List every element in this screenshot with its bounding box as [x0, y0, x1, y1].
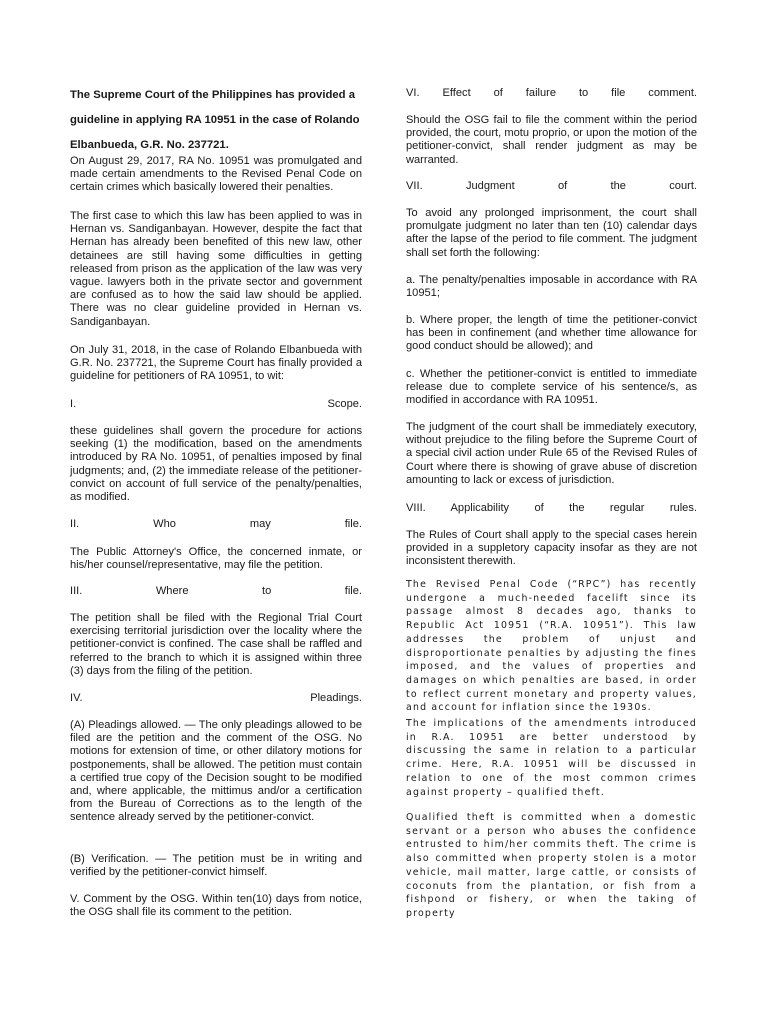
paragraph-verification: (B) Verification. — The petition must be in writing and verified by the petitioner-convict himself.	[70, 853, 362, 879]
paragraph-who-may-file: The Public Attorney's Office, the concerned inmate, or his/her counsel/representative, may file the petition.	[70, 546, 362, 572]
heading-where-to-file: III. Where to file.	[70, 585, 362, 597]
heading-applicability: VIII. Applicability of the regular rules.	[406, 502, 697, 514]
heading-who-may-file: II. Who may file.	[70, 518, 362, 530]
heading-scope: I. Scope.	[70, 398, 362, 410]
paragraph-hernan: The first case to which this law has been applied to was in Hernan vs. Sandiganbayan. However, despite the fact that Hernan has already been benefited of this new law, other detainees are still having some difficulties in getting released from prison as the application of the law was very vague. lawyers both in the private sector and government are confused as to how the said law should be applied. There was no clear guideline provided in Hernan vs. Sandiganbayan.	[70, 210, 362, 328]
article-paragraph-qualified-theft: Qualified theft is committed when a domestic servant or a person who abuses the confidence entrusted to him/her commits theft. The crime is also committed when property stolen is a motor vehicle, mail matter, large cattle, or consists of coconuts from the plantation, or fish from a fishpond or fishery, or when the taking of property	[406, 812, 697, 919]
article-paragraph-rpc: The Revised Penal Code (“RPC”) has recently undergone a much-needed facelift since its passage almost 8 decades ago, thanks to Republic Act 10951 (“R.A. 10951”). This law addresses the problem of unjust and disproportionate penalties by adjusting the fines imposed, and the values of properties and damages on which penalties are based, in order to reflect current monetary and property values, and account for inflation since the 1930s.	[406, 579, 697, 714]
paragraph-where-to-file: The petition shall be filed with the Regional Trial Court exercising territorial jurisdiction over the locality where the petitioner-convict is confined. The case shall be raffled and referred to the branch to which it is assigned within three (3) days from the filing of the petition.	[70, 612, 362, 677]
article-title: The Supreme Court of the Philippines has provided a guideline in applying RA 10951 in the case of Rolando Elbanbueda, G.R. No. 237721.	[70, 89, 360, 151]
paragraph-scope: these guidelines shall govern the procedure for actions seeking (1) the modification, based on the amendments introduced by RA No. 10951, of penalties imposed by final judgments; and, (2) the immediate release of the petitioner-convict on account of full service of the penalty/penalties, as modified.	[70, 425, 362, 504]
paragraph-pleadings-allowed: (A) Pleadings allowed. — The only pleadings allowed to be filed are the petition and the comment of the OSG. No motions for extension of time, or other dilatory motions for postponements, shall be allowed. The petition must contain a certified true copy of the Decision sought to be modified and, where applicable, the mittimus and/or a certification from the Bureau of Corrections as to the length of the sentence already served by the petitioner-convict.	[70, 719, 362, 824]
paragraph-intro: On August 29, 2017, RA No. 10951 was promulgated and made certain amendments to the Revised Penal Code on certain crimes which basically lowered their penalties.	[70, 155, 362, 194]
list-item-c: c. Whether the petitioner-convict is entitled to immediate release due to complete service of his sentence/s, as modified in accordance with RA 10951.	[406, 368, 697, 407]
list-item-a: a. The penalty/penalties imposable in accordance with RA 10951;	[406, 274, 697, 300]
heading-judgment: VII. Judgment of the court.	[406, 180, 697, 192]
paragraph-applicability: The Rules of Court shall apply to the special cases herein provided in a suppletory capacity insofar as they are not inconsistent therewith.	[406, 529, 697, 568]
list-item-b: b. Where proper, the length of time the petitioner-convict has been in confinement (and whether time allowance for good conduct should be allowed); and	[406, 314, 697, 353]
heading-pleadings: IV. Pleadings.	[70, 692, 362, 704]
article-paragraph-implications: The implications of the amendments introduced in R.A. 10951 are better understood by discussing the same in relation to a particular crime. Here, R.A. 10951 will be discussed in relation to one of the most common crimes against property – qualified theft.	[406, 718, 697, 798]
paragraph-comment-osg: V. Comment by the OSG. Within ten(10) days from notice, the OSG shall file its comment to the petition.	[70, 893, 362, 919]
heading-failure-to-comment: VI. Effect of failure to file comment.	[406, 87, 697, 99]
paragraph-elbanbueda: On July 31, 2018, in the case of Rolando Elbanbueda with G.R. No. 237721, the Supreme Court has finally provided a guideline for petitioners of RA 10951, to wit:	[70, 344, 362, 383]
paragraph-failure-to-comment: Should the OSG fail to file the comment within the period provided, the court, motu proprio, or upon the motion of the petitioner-convict, shall render judgment as may be warranted.	[406, 114, 697, 166]
paragraph-judgment: To avoid any prolonged imprisonment, the court shall promulgate judgment no later than ten (10) calendar days after the lapse of the period to file comment. The judgment shall set forth the following:	[406, 207, 697, 259]
paragraph-executory: The judgment of the court shall be immediately executory, without prejudice to the filing before the Supreme Court of a special civil action under Rule 65 of the Revised Rules of Court where there is showing of grave abuse of discretion amounting to lack or excess of jurisdiction.	[406, 421, 697, 486]
